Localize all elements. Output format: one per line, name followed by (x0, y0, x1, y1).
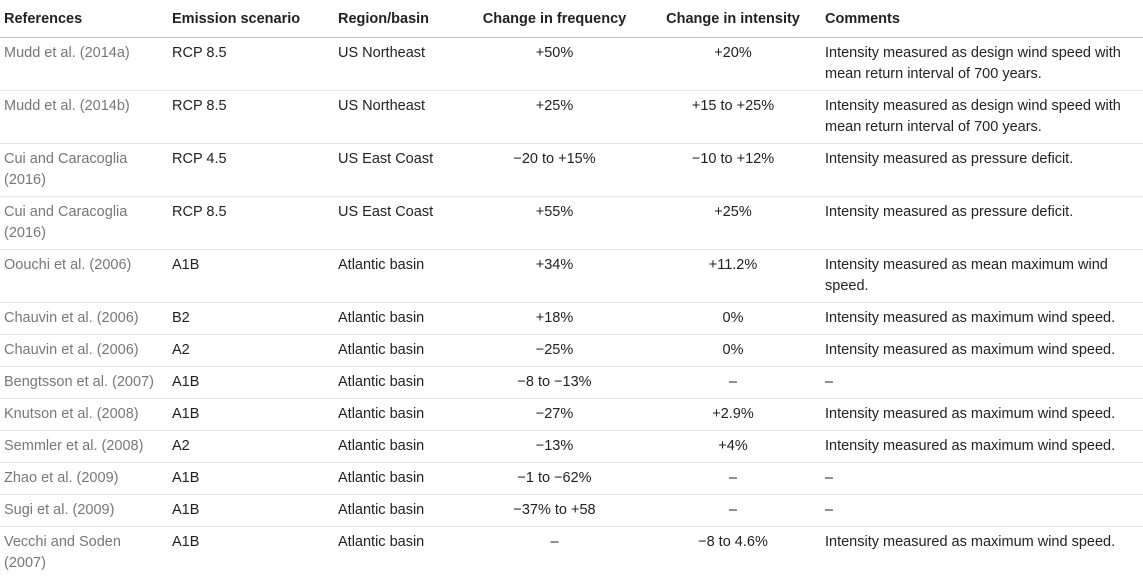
comments-cell: Intensity measured as maximum wind speed. (821, 303, 1143, 335)
frequency-cell: +55% (464, 197, 645, 250)
header-references: References (0, 0, 168, 38)
frequency-cell: −13% (464, 431, 645, 463)
scenario-cell: A1B (168, 367, 334, 399)
comments-cell: Intensity measured as maximum wind speed. (821, 431, 1143, 463)
intensity-cell: −10 to +12% (645, 144, 821, 197)
intensity-cell: +20% (645, 38, 821, 91)
frequency-cell: +50% (464, 38, 645, 91)
intensity-cell: +15 to +25% (645, 91, 821, 144)
region-cell: Atlantic basin (334, 527, 464, 579)
comments-cell: – (821, 495, 1143, 527)
frequency-cell: – (464, 527, 645, 579)
region-cell: Atlantic basin (334, 431, 464, 463)
reference-cell: Oouchi et al. (2006) (0, 250, 168, 303)
frequency-cell: −8 to −13% (464, 367, 645, 399)
table-row (0, 144, 1143, 197)
table-row (0, 399, 1143, 431)
region-cell: Atlantic basin (334, 367, 464, 399)
table-row (0, 250, 1143, 303)
frequency-cell: +34% (464, 250, 645, 303)
comments-cell: Intensity measured as maximum wind speed. (821, 335, 1143, 367)
table-body (0, 38, 1143, 579)
region-cell: Atlantic basin (334, 250, 464, 303)
scenario-cell: B2 (168, 303, 334, 335)
scenario-cell: RCP 8.5 (168, 197, 334, 250)
intensity-cell: – (645, 367, 821, 399)
region-cell: Atlantic basin (334, 463, 464, 495)
table-row (0, 197, 1143, 250)
table-row (0, 91, 1143, 144)
intensity-cell: −8 to 4.6% (645, 527, 821, 579)
frequency-cell: −20 to +15% (464, 144, 645, 197)
frequency-cell: −27% (464, 399, 645, 431)
frequency-cell: −1 to −62% (464, 463, 645, 495)
comments-cell: Intensity measured as maximum wind speed. (821, 527, 1143, 579)
region-cell: US Northeast (334, 91, 464, 144)
intensity-cell: – (645, 495, 821, 527)
region-cell: US Northeast (334, 38, 464, 91)
region-cell: US East Coast (334, 197, 464, 250)
frequency-cell: +18% (464, 303, 645, 335)
comments-cell: Intensity measured as design wind speed with mean return interval of 700 years. (821, 91, 1143, 144)
intensity-cell: – (645, 463, 821, 495)
reference-cell: Cui and Caracoglia (2016) (0, 197, 168, 250)
frequency-cell: +25% (464, 91, 645, 144)
table-row (0, 303, 1143, 335)
header-region-basin: Region/basin (334, 0, 464, 38)
comments-cell: Intensity measured as mean maximum wind speed. (821, 250, 1143, 303)
region-cell: Atlantic basin (334, 495, 464, 527)
frequency-cell: −25% (464, 335, 645, 367)
table-row (0, 367, 1143, 399)
scenario-cell: RCP 8.5 (168, 38, 334, 91)
comments-cell: Intensity measured as pressure deficit. (821, 197, 1143, 250)
region-cell: Atlantic basin (334, 399, 464, 431)
scenario-cell: A1B (168, 463, 334, 495)
header-row (0, 0, 1143, 38)
table-row (0, 431, 1143, 463)
reference-cell: Sugi et al. (2009) (0, 495, 168, 527)
reference-cell: Mudd et al. (2014b) (0, 91, 168, 144)
reference-cell: Mudd et al. (2014a) (0, 38, 168, 91)
comments-cell: – (821, 463, 1143, 495)
table-row (0, 463, 1143, 495)
header-change-in-frequency: Change in frequency (464, 0, 645, 38)
region-cell: Atlantic basin (334, 303, 464, 335)
table-row (0, 38, 1143, 91)
reference-cell: Cui and Caracoglia (2016) (0, 144, 168, 197)
comments-cell: Intensity measured as design wind speed with mean return interval of 700 years. (821, 38, 1143, 91)
intensity-cell: +4% (645, 431, 821, 463)
scenario-cell: A2 (168, 335, 334, 367)
header-comments: Comments (821, 0, 1143, 38)
scenario-cell: RCP 8.5 (168, 91, 334, 144)
scenario-cell: A2 (168, 431, 334, 463)
reference-cell: Chauvin et al. (2006) (0, 303, 168, 335)
reference-cell: Semmler et al. (2008) (0, 431, 168, 463)
intensity-cell: +25% (645, 197, 821, 250)
reference-cell: Chauvin et al. (2006) (0, 335, 168, 367)
comments-cell: – (821, 367, 1143, 399)
scenario-cell: A1B (168, 495, 334, 527)
reference-cell: Bengtsson et al. (2007) (0, 367, 168, 399)
frequency-cell: −37% to +58 (464, 495, 645, 527)
reference-cell: Zhao et al. (2009) (0, 463, 168, 495)
header-emission-scenario: Emission scenario (168, 0, 334, 38)
reference-cell: Vecchi and Soden (2007) (0, 527, 168, 579)
table-row (0, 495, 1143, 527)
scenario-cell: RCP 4.5 (168, 144, 334, 197)
intensity-cell: +11.2% (645, 250, 821, 303)
table-row (0, 527, 1143, 579)
region-cell: Atlantic basin (334, 335, 464, 367)
table-row (0, 335, 1143, 367)
intensity-cell: 0% (645, 303, 821, 335)
scenario-cell: A1B (168, 250, 334, 303)
comments-cell: Intensity measured as pressure deficit. (821, 144, 1143, 197)
scenario-cell: A1B (168, 527, 334, 579)
header-change-in-intensity: Change in intensity (645, 0, 821, 38)
reference-cell: Knutson et al. (2008) (0, 399, 168, 431)
scenario-cell: A1B (168, 399, 334, 431)
region-cell: US East Coast (334, 144, 464, 197)
intensity-cell: 0% (645, 335, 821, 367)
comments-cell: Intensity measured as maximum wind speed. (821, 399, 1143, 431)
intensity-cell: +2.9% (645, 399, 821, 431)
